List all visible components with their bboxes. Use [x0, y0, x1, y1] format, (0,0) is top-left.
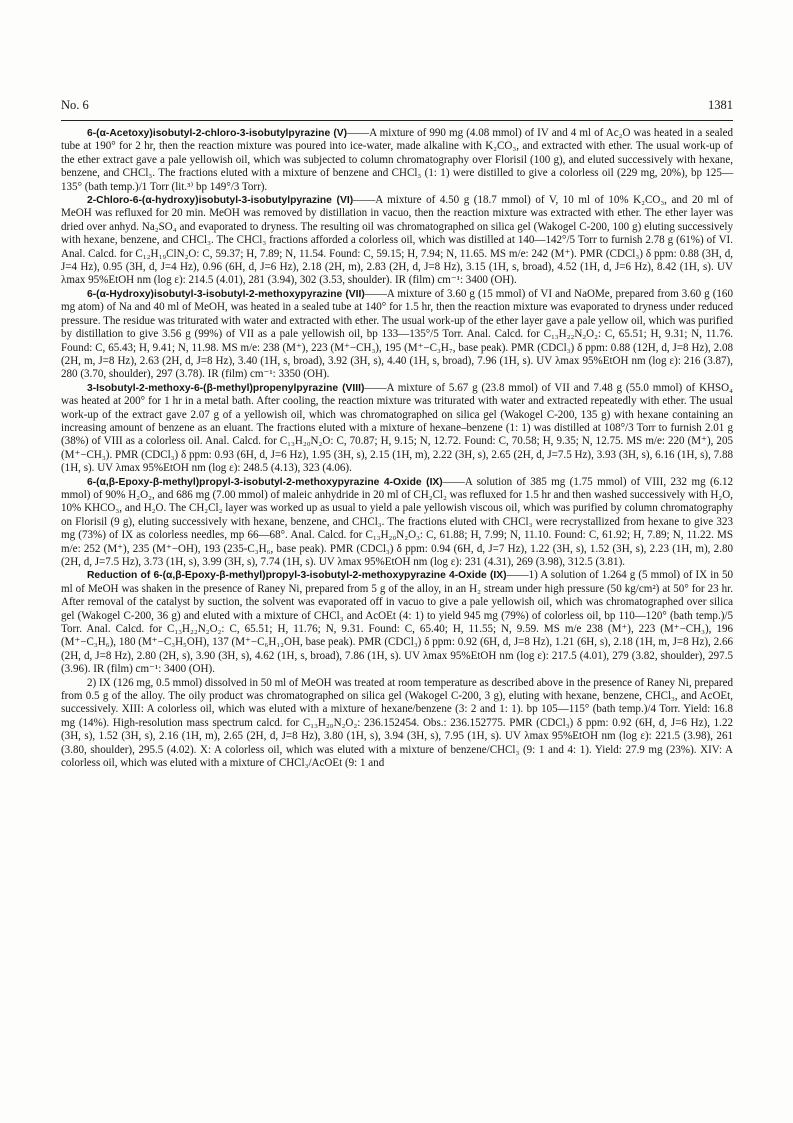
compound-viii-text: ——A mixture of 5.67 g (23.8 mmol) of VII and 7.48 g (55.0 mmol) of KHSO₄ was heated at 200° for 1 hr in a metal bath. After cooling, the reaction mixture was triturated with water and extracted repeatedly with ether. The usual work-up of the extract gave 2.07 g of a yellowish oil, which was chromatographed on silica gel (Wakogel C-200, 135 g) with hexane containing an increasing amount of benzene as an eluant. The fractions eluted with a mixture of hexane–benzene (1: 1) was distilled at 108°/3 Torr to furnish 2.01 g (38%) of VIII as a colorless oil. Anal. Calcd. for C₁₃H₂₀N₂O: C, 70.87; H, 9.15; N, 12.72. Found: C, 70.58; H, 9.35; N, 12.75. MS m/e: 220 (M⁺), 205 (M⁺−CH₃). PMR (CDCl₃) δ ppm: 0.93 (6H, d, J=6 Hz), 1.95 (3H, s), 2.15 (1H, m), 2.22 (3H, s), 2.65 (2H, d, J=7.5 Hz), 3.93 (3H, s), 6.16 (1H, s), 7.88 (1H, s). UV λmax 95%EtOH nm (log ε): 248.5 (4.13), 323 (4.06).: [61, 381, 734, 475]
page-number: 1381: [708, 98, 733, 112]
paragraph-compound-ix: [61, 476, 733, 570]
paragraph-compound-vi: [61, 194, 733, 288]
compound-ix-title: 6-(α,β-Epoxy-β-methyl)propyl-3-isobutyl-2-methoxypyrazine 4-Oxide (IX): [87, 476, 443, 488]
compound-vi-title: 2-Chloro-6-(α-hydroxy)isobutyl-3-isobutylpyrazine (VI): [87, 195, 354, 207]
compound-viii-title: 3-Isobutyl-2-methoxy-6-(β-methyl)propenylpyrazine (VIII): [87, 382, 365, 394]
reduction-2-text: 2) IX (126 mg, 0.5 mmol) dissolved in 50 ml of MeOH was treated at room temperature as described above in the presence of Raney Ni, prepared from 0.5 g of the alloy. The oily product was chromatographed on silica gel (Wakogel C-200, 3 g), eluting with hexane, benzene, CHCl₃, and AcOEt, successively. XIII: A colorless oil, which was eluted with a mixture of hexane/benzene (3: 2 and 1: 1). bp 105—115° (bath temp.)/4 Torr. Yield: 16.8 mg (14%). High-resolution mass spectrum calcd. for C₁₃H₂₀N₂O₂: 236.152454. Obs.: 236.152775. PMR (CDCl₃) δ ppm: 0.92 (6H, d, J=6 Hz), 1.22 (3H, s), 1.52 (3H, s), 2.16 (1H, m), 2.65 (2H, d, J=8 Hz), 3.80 (1H, s), 3.94 (3H, s), 7.95 (1H, s). UV λmax 95%EtOH nm (log ε): 221.5 (3.98), 261 (3.80, shoulder), 295.5 (4.02). X: A colorless oil, which was eluted with a mixture of benzene/CHCl₃ (9: 1 and 4: 1). Yield: 27.9 mg (23%). XIV: A colorless oil, which was eluted with a mixture of CHCl₃/AcOEt (9: 1 and: [61, 676, 733, 770]
experimental-section: [61, 127, 733, 771]
issue-number: No. 6: [61, 98, 89, 112]
paragraph-compound-viii: [61, 382, 733, 476]
compound-vii-title: 6-(α-Hydroxy)isobutyl-3-isobutyl-2-methoxypyrazine (VII): [87, 288, 365, 300]
compound-vii-text: ——A mixture of 3.60 g (15 mmol) of VI and NaOMe, prepared from 3.60 g (160 mg atom) of Na and 40 ml of MeOH, was heated in a sealed tube at 140° for 1.5 hr, then the reaction mixture was evaporated to dryness under reduced pressure. The residue was triturated with water and extracted with ether. The usual work-up of the ether layer gave a pale yellow oil, which was purified by distillation to give 3.56 g (99%) of VII as a pale yellowish oil, bp 133—135°/5 Torr. Anal. Calcd. for C₁₃H₂₂N₂O₂: C, 65.51; H, 9.31; N, 11.76. Found: C, 65.43; H, 9.41; N, 11.98. MS m/e: 238 (M⁺), 223 (M⁺−CH₃), 195 (M⁺−C₃H₇, base peak). PMR (CDCl₃) δ ppm: 0.88 (12H, d, J=8 Hz), 2.08 (2H, m, J=8 Hz), 2.63 (2H, d, J=8 Hz), 3.40 (1H, s, broad), 3.92 (3H, s), 4.40 (1H, s, broad), 7.96 (1H, s). UV λmax 95%EtOH nm (log ε): 216 (3.87), 280 (3.70, shoulder), 297 (3.78). IR (film) cm⁻¹: 3350 (OH).: [61, 287, 733, 381]
reduction-ix-text: ——1) A solution of 1.264 g (5 mmol) of IX in 50 ml of MeOH was shaken in the presence of Raney Ni, prepared from 5 g of the alloy, in an H₂ stream under high pressure (50 kg/cm²) at 50° for 23 hr. After removal of the catalyst by suction, the solvent was evaporated off in vacuo to give a pale yellowish oil, which was chromatographed over silica gel (Wakogel C-200, 36 g) and eluted with a mixture of CHCl₃ and AcOEt (4: 1) to yield 945 mg (79%) of colorless oil, bp 110—120° (bath temp.)/5 Torr. Anal. Calcd. for C₁₃H₂₂N₂O₂: C, 65.51; H, 11.76; N, 9.31. Found: C, 65.40; H, 11.55; N, 9.59. MS m/e 238 (M⁺), 223 (M⁺−CH₃), 196 (M⁺−C₃H₆), 180 (M⁺−C₃H₅OH), 137 (M⁺−C₆H₁₂OH, base peak). PMR (CDCl₃) δ ppm: 0.92 (6H, d, J=8 Hz), 1.21 (6H, s), 2.18 (1H, m, J=8 Hz), 2.66 (2H, d, J=8 Hz), 2.80 (2H, s), 3.90 (3H, s), 4.62 (1H, s, broad), 7.86 (1H, s). UV λmax 95%EtOH nm (log ε): 217.5 (4.01), 279 (3.82, shoulder), 297.5 (3.96). IR (film) cm⁻¹: 3400 (OH).: [61, 569, 733, 676]
reduction-ix-title: Reduction of 6-(α,β-Epoxy-β-methyl)propyl-3-isobutyl-2-methoxypyrazine 4-Oxide (IX): [87, 570, 507, 582]
paragraph-compound-vii: [61, 288, 733, 382]
paragraph-reduction-2: [61, 677, 733, 771]
paragraph-compound-v: [61, 127, 733, 194]
header-rule: [61, 120, 733, 121]
paragraph-reduction-ix: [61, 569, 733, 676]
compound-vi-text: ——A mixture of 4.50 g (18.7 mmol) of V, 10 ml of 10% K₂CO₃, and 20 ml of MeOH was refluxed for 20 min. MeOH was removed by distillation in vacuo, then the reaction mixture was extracted with ether. The ether layer was dried over anhyd. Na₂SO₄ and evaporated to dryness. The resulting oil was chromatographed on silica gel (Wakogel C-200, 100 g) eluting successively with hexane, benzene, and CHCl₃. The CHCl₃ fractions afforded a colorless oil, which was distilled at 140—142°/5 Torr to furnish 2.78 g (61%) of VI. Anal. Calcd. for C₁₂H₁₉ClN₂O: C, 59.37; H, 7.89; N, 11.54. Found: C, 59.15; H, 7.94; N, 11.65. MS m/e: 242 (M⁺). PMR (CDCl₃) δ ppm: 0.88 (3H, d, J=4 Hz), 0.95 (3H, d, J=4 Hz), 0.96 (6H, d, J=6 Hz), 2.18 (2H, m), 2.83 (2H, d, J=8 Hz), 3.15 (1H, s, broad), 4.52 (1H, d, J=6 Hz), 8.42 (1H, s). UV λmax 95%EtOH nm (log ε): 214.5 (4.01), 281 (3.94), 302 (3.53, shoulder). IR (film) cm⁻¹: 3400 (OH).: [61, 194, 734, 287]
compound-v-text: ——A mixture of 990 mg (4.08 mmol) of IV and 4 ml of Ac₂O was heated in a sealed tube at 190° for 2 hr, then the reaction mixture was poured into ice-water, made alkaline with K₂CO₃, and extracted with ether. The usual work-up of the ether extract gave a pale yellowish oil, which was subjected to column chromatography over Florisil (100 g), and eluted successively with hexane, benzene, and CHCl₃. The fractions eluted with a mixture of benzene and CHCl₃ (1: 1) were distilled to give a colorless oil (229 mg, 20%), bp 125—135° (bath temp.)/1 Torr (lit.³⁾ bp 149°/3 Torr).: [61, 127, 733, 193]
compound-v-title: 6-(α-Acetoxy)isobutyl-2-chloro-3-isobutylpyrazine (V): [87, 128, 348, 139]
compound-ix-text: ——A solution of 385 mg (1.75 mmol) of VIII, 232 mg (6.12 mmol) of 90% H₂O₂, and 686 mg (7.00 mmol) of maleic anhydride in 20 ml of CH₂Cl₂ was refluxed for 1.5 hr and then washed successively with H₂O, 10% KHCO₃, and H₂O. The CH₂Cl₂ layer was worked up as usual to yield a pale yellowish viscous oil, which was purified by column chromatography on Florisil (9 g), eluting successively with hexane, benzene, and CHCl₃. The fractions eluted with CHCl₃ were recrystallized from hexane to give 323 mg (73%) of IX as colorless needles, mp 66—68°. Anal. Calcd. for C₁₃H₂₀N₂O₃: C, 61.88; H, 7.99; N, 11.10. Found: C, 61.92; H, 7.89; N, 11.22. MS m/e: 252 (M⁺), 235 (M⁺−OH), 193 (235-C₃H₆, base peak). PMR (CDCl₃) δ ppm: 0.94 (6H, d, J=7 Hz), 1.22 (3H, s), 1.52 (3H, s), 2.23 (1H, m), 2.80 (2H, d, J=7.5 Hz), 3.73 (1H, s), 3.99 (3H, s), 7.74 (1H, s). UV λmax 95%EtOH nm (log ε): 231 (4.31), 269 (3.98), 312.5 (3.81).: [61, 475, 734, 568]
